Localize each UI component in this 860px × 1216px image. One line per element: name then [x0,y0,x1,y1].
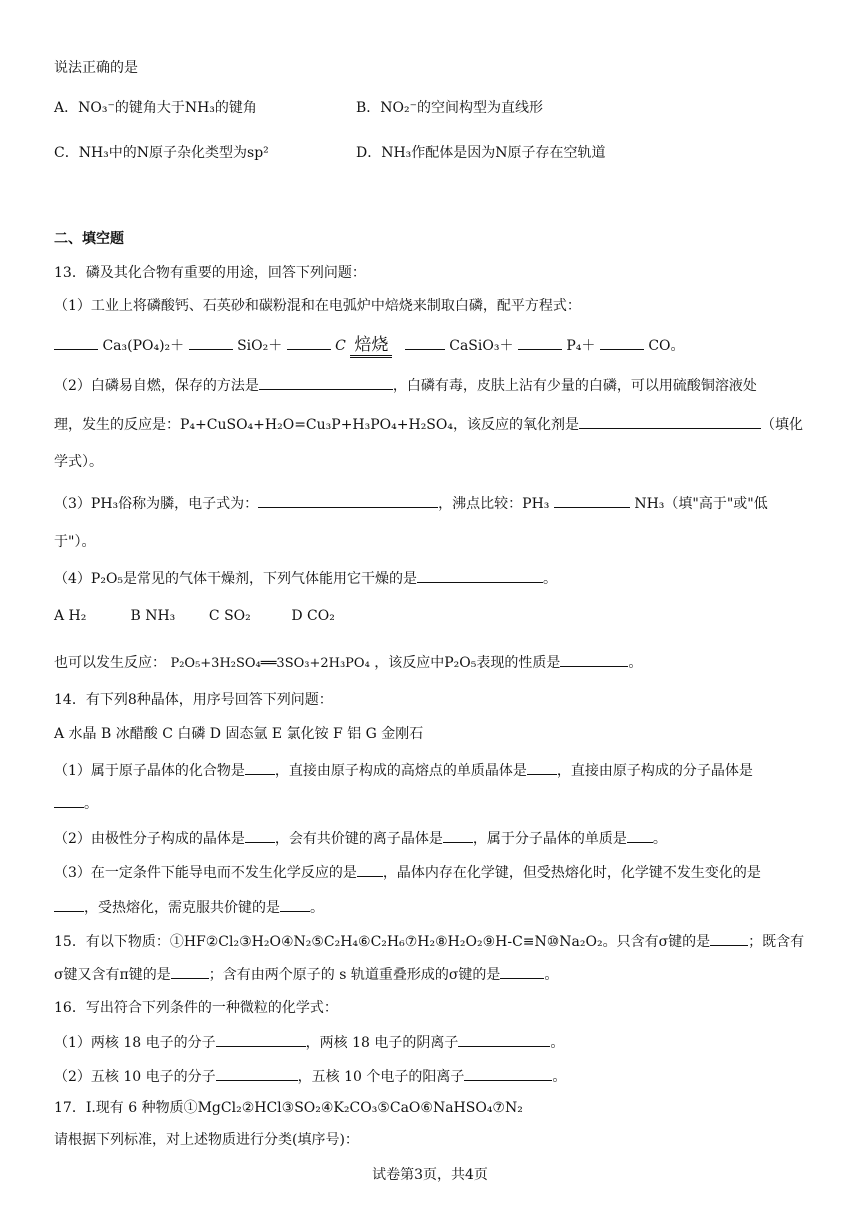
q16-stem: 16．写出符合下列条件的一种微粒的化学式： [54,1000,338,1016]
blank[interactable] [518,335,562,350]
q14-part3-line1: （3）在一定条件下能导电而不发生化学反应的是 ，晶体内存在化学键，但受热熔化时，化学键不发生变化的是 [54,862,761,883]
reaction-condition: 焙烧 [350,335,392,358]
q12-option-d: D．NH₃作配体是因为N原子存在空轨道 [356,145,606,161]
blank[interactable] [258,493,438,508]
blank[interactable] [216,1032,306,1047]
q13-part4: （4）P₂O₅是常见的气体干燥剂，下列气体能用它干燥的是 。 [54,568,557,589]
blank[interactable] [357,862,383,877]
blank[interactable] [458,1032,550,1047]
q14-stem: 14．有下列8种晶体，用序号回答下列问题： [54,692,333,708]
q15-line2: σ键又含有π键的是 ；含有由两个原子的 s 轨道重叠形成的σ键的是 。 [54,964,558,985]
blank[interactable] [417,568,543,583]
blank[interactable] [405,335,445,350]
intro-text: 说法正确的是 [54,60,138,76]
page-footer: 试卷第3页，共4页 [372,1167,488,1183]
q17-line2: 请根据下列标准，对上述物质进行分类(填序号)： [54,1132,359,1148]
blank[interactable] [500,964,544,979]
blank[interactable] [627,828,653,843]
q13-part3-line1: （3）PH₃俗称为膦，电子式为： ，沸点比较：PH₃ NH₃（填"高于"或"低 [54,493,768,514]
blank[interactable] [527,760,557,775]
q14-part1-line1: （1）属于原子晶体的化合物是 ，直接由原子构成的高熔点的单质晶体是 ，直接由原子构成的分子晶体是 [54,760,753,781]
q14-part1-line2: 。 [54,793,98,814]
blank[interactable] [443,828,473,843]
q13-part2-line2: 理，发生的反应是：P₄+CuSO₄+H₂O=Cu₃P+H₃PO₄+H₂SO₄，该反应的氧化剂是 （填化 [54,414,803,435]
blank[interactable] [54,793,84,808]
blank[interactable] [54,335,98,350]
q13-options: A H₂ B NH₃ C SO₂ D CO₂ [54,608,335,624]
q14-part2: （2）由极性分子构成的晶体是 ，会有共价键的离子晶体是 ，属于分子晶体的单质是 。 [54,828,667,849]
q12-option-c: C．NH₃中的N原子杂化类型为sp² [54,145,269,161]
blank[interactable] [216,1066,298,1081]
q13-part5: 也可以发生反应： P₂O₅+3H₂SO₄══3SO₃+2H₃PO₄ ，该反应中P₂O₅表现的性质是 。 [54,652,642,674]
blank[interactable] [280,897,310,912]
blank[interactable] [579,414,761,429]
blank[interactable] [554,493,630,508]
q16-part2: （2）五核 10 电子的分子 ，五核 10 个电子的阳离子 。 [54,1066,566,1087]
blank[interactable] [171,964,209,979]
blank[interactable] [600,335,644,350]
q15-line1: 15．有以下物质：①HF②Cl₂③H₂O④N₂⑤C₂H₄⑥C₂H₆⑦H₂⑧H₂O₂⑨H-C≡N⑩Na₂O₂。只含有σ键的是 ；既含有 [54,931,804,952]
q14-list: A 水晶 B 冰醋酸 C 白磷 D 固态氩 E 氯化铵 F 铝 G 金刚石 [54,726,424,742]
blank[interactable] [54,897,84,912]
q13-equation: Ca₃(PO₄)₂＋ SiO₂＋ C 焙烧 CaSiO₃＋ P₄＋ CO。 [54,335,685,356]
blank[interactable] [245,760,275,775]
q13-part2-line1: （2）白磷易自燃，保存的方法是 ，白磷有毒，皮肤上沾有少量的白磷，可以用硫酸铜溶液处 [54,375,757,396]
q12-option-b: B．NO₂⁻的空间构型为直线形 [356,100,544,116]
q13-part2-line3: 学式）。 [54,454,103,470]
section-title: 二、填空题 [54,231,124,247]
q17-line1: 17．I.现有 6 种物质①MgCl₂②HCl③SO₂④K₂CO₃⑤CaO⑥NaHSO₄⑦N₂ [54,1100,523,1116]
q13-part1: （1）工业上将磷酸钙、石英砂和碳粉混和在电弧炉中焙烧来制取白磷，配平方程式： [54,298,581,314]
q13-part3-line2: 于"）。 [54,534,96,550]
blank[interactable] [710,931,748,946]
blank[interactable] [560,652,628,667]
q12-option-a: A．NO₃⁻的键角大于NH₃的键角 [54,100,257,116]
blank[interactable] [189,335,233,350]
q14-part3-line2: ，受热熔化，需克服共价键的是 。 [54,897,324,918]
blank[interactable] [464,1066,552,1081]
blank[interactable] [259,375,393,390]
blank[interactable] [287,335,331,350]
q13-stem: 13．磷及其化合物有重要的用途，回答下列问题： [54,265,366,281]
q16-part1: （1）两核 18 电子的分子 ，两核 18 电子的阴离子 。 [54,1032,564,1053]
blank[interactable] [245,828,275,843]
